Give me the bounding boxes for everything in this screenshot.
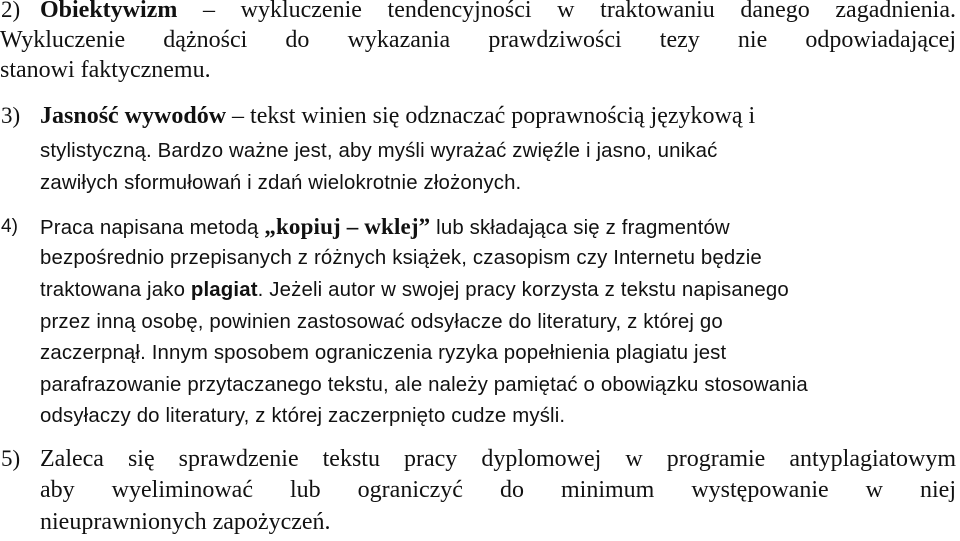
item-number: 4)	[1, 216, 18, 237]
text-line	[40, 101, 755, 132]
text-fragment: parafrazowanie przytaczanego tekstu, ale należy pamiętać o obowiązku stosowania	[40, 374, 808, 396]
text-line	[40, 370, 808, 401]
text-line	[40, 0, 956, 26]
text-line	[40, 338, 726, 369]
text-fragment: Praca napisana metodą	[40, 217, 265, 239]
text-fragment: zaczerpnął. Innym sposobem ograniczenia ryzyka popełnienia plagiatu jest	[40, 342, 727, 364]
bold-term: „kopiuj – wklej”	[264, 214, 431, 239]
item-number: 3)	[1, 103, 21, 128]
text-fragment: aby wyeliminować lub ograniczyć do minimum występowanie w niej	[40, 477, 956, 503]
text-line	[40, 507, 331, 538]
text-fragment: traktowana jako	[40, 279, 191, 301]
text-fragment: nieuprawnionych zapożyczeń.	[40, 509, 331, 535]
text-fragment: – wykluczenie tendencyjności w traktowaniu danego zagadnienia.	[177, 0, 956, 23]
text-line	[40, 475, 956, 506]
text-line	[40, 401, 565, 432]
text-fragment: . Jeżeli autor w swojej pracy korzysta z tekstu napisanego	[257, 279, 789, 301]
text-line	[0, 55, 211, 86]
text-fragment: zawiłych sformułowań i zdań wielokrotnie złożonych.	[40, 172, 522, 194]
item-number: 5)	[1, 446, 21, 471]
text-fragment: bezpośrednio przepisanych z różnych książek, czasopism czy Internetu będzie	[40, 247, 762, 269]
text-fragment: Wykluczenie dążności do wykazania prawdziwości tezy nie odpowiadającej	[0, 27, 956, 53]
text-line	[40, 275, 789, 306]
text-line	[40, 211, 730, 244]
text-line	[0, 25, 956, 56]
text-line	[40, 243, 762, 274]
text-fragment: lub składająca się z fragmentów	[430, 217, 730, 239]
bold-term: Jasność wywodów	[40, 103, 227, 129]
bold-term: plagiat	[190, 279, 258, 301]
text-fragment: – tekst winien się odznaczać poprawnością językową i	[226, 103, 756, 129]
text-line	[40, 444, 956, 475]
text-fragment: przez inną osobę, powinien zastosować odsyłacze do literatury, z której go	[40, 311, 723, 333]
text-line	[40, 168, 521, 199]
text-fragment: odsyłaczy do literatury, z której zaczerpnięto cudze myśli.	[40, 405, 566, 427]
bold-term: Obiektywizm	[40, 0, 178, 23]
text-line	[40, 307, 723, 338]
text-fragment: stylistyczną. Bardzo ważne jest, aby myśli wyrażać zwięźle i jasno, unikać	[40, 140, 718, 162]
item-number: 2)	[1, 0, 21, 22]
text-fragment: stanowi faktycznemu.	[0, 57, 211, 83]
text-fragment: Zaleca się sprawdzenie tekstu pracy dyplomowej w programie antyplagiatowym	[40, 446, 956, 472]
text-line	[40, 136, 717, 167]
